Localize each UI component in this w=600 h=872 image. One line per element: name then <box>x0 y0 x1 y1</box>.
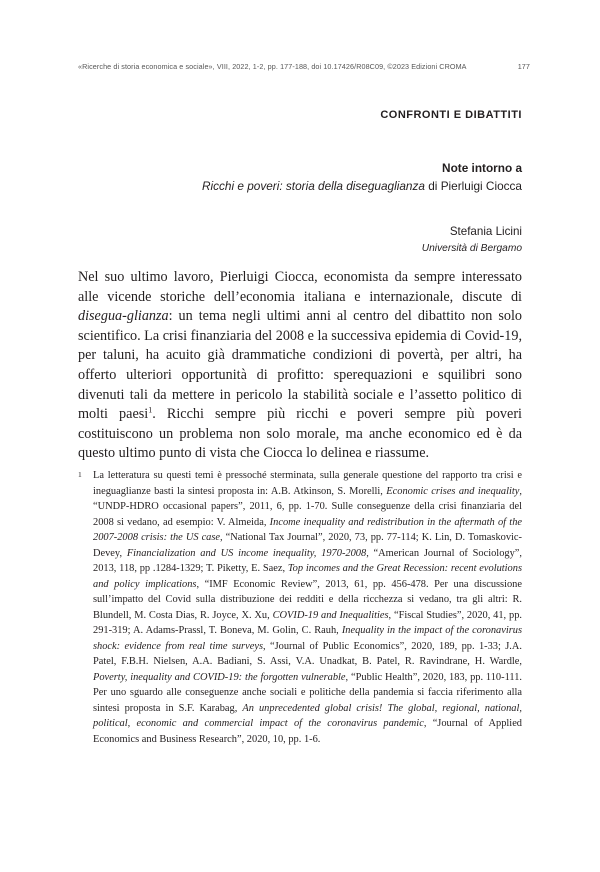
page-number: 177 <box>517 62 530 71</box>
author-name: Stefania Licini <box>449 225 522 238</box>
footnote <box>78 468 522 747</box>
book-author-suffix: di Pierluigi Ciocca <box>424 179 522 193</box>
section-title: CONFRONTI E DIBATTITI <box>380 109 522 121</box>
footnote-text <box>93 468 522 747</box>
footnote-work-title: Top incomes and the Great Recession: recent evolutions and policy implications <box>93 563 522 590</box>
running-head <box>78 62 530 71</box>
footnote-mark: 1 <box>78 470 82 479</box>
footnote-seg: , “Public Health”, 2020, 183, pp. 110-111. Per uno sguardo alle conseguenze anche sociali e politiche della pandemia si faccia riferimento alla sintesi proposta in S.F. Karabag, <box>93 671 522 714</box>
body-text-3: . Ricchi sempre più ricchi e poveri sempre più poveri costituiscono un problema non solo morale, ma anche economico ed è da questo ultimo punto di vista che Ciocca lo delinea e riassume. <box>78 406 522 462</box>
article-title-line2 <box>202 177 522 195</box>
body-italic-term: disegua-glianza <box>78 308 169 325</box>
footnote-reference[interactable]: 1 <box>148 405 153 415</box>
author-block <box>422 223 522 257</box>
body-text-2: : un tema negli ultimi anni al centro del dibattito non solo scientifico. La crisi finanziaria del 2008 e la successiva epidemia di Covid-19, per taluni, ha acuito già drammatiche condizioni di povertà, per altri, ha offerto ulteriori opportunità di profitto: sperequazioni e squilibri sono divenuti tali da mettere in pericolo la stabilità sociale e l’assetto politico di molti paesi <box>78 308 522 423</box>
footnote-seg: , “American Journal of Sociology”, 2013, 118, pp .1284-1329; T. Piketty, E. Saez, <box>93 547 522 574</box>
footnote-work-title: Inequality in the impact of the coronavirus shock: evidence from real time surveys <box>93 625 522 652</box>
footnote-seg: , “Journal of Public Economics”, 2020, 189, pp. 1-33; J.A. Patel, F.B.H. Nielsen, A.A. Badiani, S. Assi, V.A. Unadkat, B. Patel, R. Ravindrane, H. Wardle, <box>93 640 523 667</box>
article-title-line1: Note intorno a <box>442 161 522 175</box>
footnote-seg: La letteratura su questi temi è pressoché sterminata, sulla generale questione del rapporto tra crisi e ineguaglianze basti la sintesi proposta in: A.B. Atkinson, S. Morelli, <box>93 470 522 497</box>
journal-citation: «Ricerche di storia economica e sociale», VIII, 2022, 1-2, pp. 177-188, doi 10.17426/R08C09, ©2023 Edizioni CROMA <box>78 62 467 71</box>
footnote-seg: , “Fiscal Studies”, 2020, 41, pp. 291-319; A. Adams-Prassl, T. Boneva, M. Golin, C. Rauh, <box>93 609 523 636</box>
footnote-seg: , “Journal of Applied Economics and Business Research”, 2020, 10, pp. 1-6. <box>93 718 523 745</box>
footnote-work-title: Economic crises and inequality <box>386 485 520 497</box>
body-text-1: Nel suo ultimo lavoro, Pierluigi Ciocca, economista da sempre interessato alle vicende storiche dell’economia italiana e internazionale, discute di <box>78 269 522 305</box>
footnote-work-title: Financialization and US income inequality, 1970-2008 <box>126 547 367 559</box>
footnote-work-title: An unprecedented global crisis! The global, regional, national, political, economic and commercial impact of the coronavirus pandemic <box>93 702 522 729</box>
footnote-work-title: COVID-19 and Inequalities <box>272 609 389 621</box>
footnote-seg: “National Tax Journal”, 2020, 73, pp. 77-114; K. Lin, D. Tomaskovic-Devey, <box>93 532 523 559</box>
book-title: Ricchi e poveri: storia della diseguaglianza <box>201 179 425 193</box>
footnote-seg: , “IMF Economic Review”, 2013, 61, pp. 456-478. Per una discussione sull’impatto del Covid sulla distribuzione dei redditi e della ricchezza si vedano, tra gli altri: R. Blundell, M. Costa Dias, R. Joyce, X. Xu, <box>93 578 522 621</box>
footnote-work-title: Income inequality and redistribution in the aftermath of the 2007-2008 crisis: the US case, <box>93 516 522 543</box>
article-title <box>202 159 522 195</box>
footnote-seg: , “UNDP-HDRO occasional papers”, 2011, 6, pp. 1-70. Sulle conseguenze della crisi finanziaria del 2008 si vedano, ad esempio: V. Almeida, <box>93 485 522 528</box>
author-affiliation: Università di Bergamo <box>421 243 522 254</box>
body-paragraph <box>78 268 522 464</box>
footnote-work-title: Poverty, inequality and COVID-19: the forgotten vulnerable <box>93 671 346 683</box>
